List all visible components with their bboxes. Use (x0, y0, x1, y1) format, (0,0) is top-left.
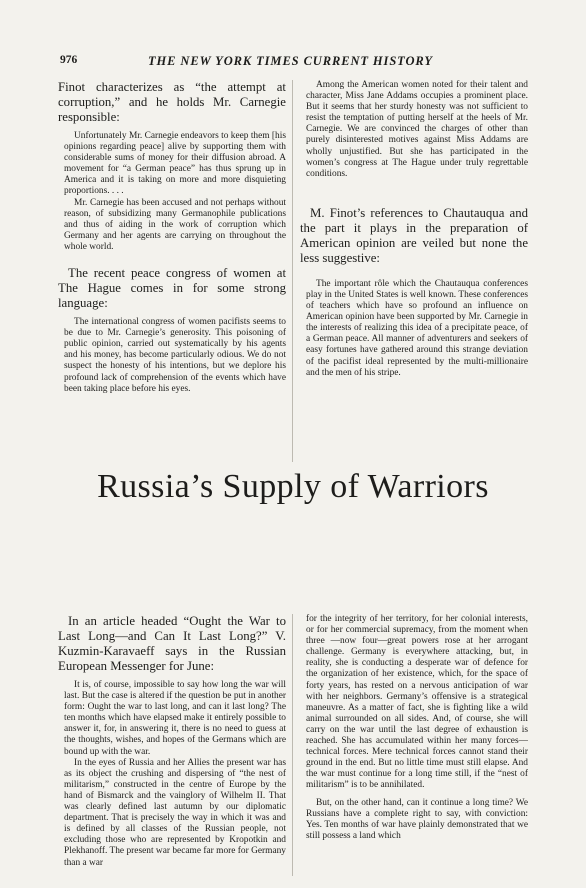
section-title: Russia’s Supply of Warriors (97, 468, 489, 505)
quoted-paragraph: In the eyes of Russia and her Allies the present war has as its object the crushing and dispersing of “the nest of militarism,” constructed in the centre of Europe by the hand of Bismarck and the vainglory of Wilhelm II. That was clearly defined last autumn by our diplomatic department. That is precisely the way in which it was and is defined by all classes of the Russian people, not excluding those who are represented by Kropotkin and Plekhanoff. The present war became far more for Germany than a war (64, 757, 286, 868)
quoted-paragraph: It is, of course, impossible to say how long the war will last. But the case is altered if the question be put in another form: Ought the war to last long, and can it last long? The ten months which have elapsed make it entirely possible to answer it, for, in answering it, there is no need to guess at the thoughts, wishes, and hopes of the Germans which are bound up with the war. (64, 680, 286, 757)
quoted-paragraph: Mr. Carnegie has been accused and not perhaps without reason, of subsidizing many Germanophile publications and thus of aiding in the work of corruption which Germany and her agents are carrying on throughout the whole world. (64, 197, 286, 252)
quoted-paragraph: But, on the other hand, can it continue a long time? We Russians have a complete right to say, with conviction: Yes. Ten months of war have plainly demonstrated that we still possess a land which (306, 797, 528, 841)
page-header (60, 54, 510, 70)
column-1 (58, 80, 286, 462)
running-title: THE NEW YORK TIMES CURRENT HISTORY (148, 54, 433, 68)
quoted-paragraph: The important rôle which the Chautauqua conferences play in the United States is well known. These conferences of teachers which have so profound an influence on American opinion have been supported by Mr. Carnegie in the interests of realizing this idea of a precipitate peace, of a German peace. All manner of adventurers and seekers of easy fortunes have gathered around this strange deviation of the pacifist ideal represented by the multi-millionaire and the men of his stripe. (306, 278, 528, 378)
quoted-paragraph: The international congress of women pacifists seems to be due to Mr. Carnegie’s generosity. This poisoning of public opinion, carried out systematically by his agents and his money, has become particularly odious. We do not suspect the honesty of his intentions, but we deplore his profound lack of comprehension of the events which have been taking place before his eyes. (64, 317, 286, 394)
page-number: 976 (60, 54, 78, 66)
column-divider-top (292, 80, 293, 462)
lead-paragraph: The recent peace congress of women at The Hague comes in for some strong language: (58, 266, 286, 311)
column-3 (58, 614, 286, 876)
column-divider-bottom (292, 614, 293, 876)
lead-paragraph: In an article headed “Ought the War to Last Long—and Can It Last Long?” V. Kuzmin-Karavaeff says in the Russian European Messenger for June: (58, 614, 286, 673)
quoted-paragraph: for the integrity of her territory, for her colonial interests, or for her commercial supremacy, from the moment when three —now four—great powers rose at her arrogant challenge. Germany is everywhere attacking, but, in reality, she is conducting a desperate war of defence for the organization of her existence, which, for the space of forty years, has rested on a nervous anticipation of war with her neighbors. Germany’s offensive is a strategical maneuvre. As a matter of fact, she is fighting like a wild animal surrounded on all sides. And, of course, she will carry on the war until the last degree of exhaustion is reached. She has accumulated within her many forces—technical forces. Mere technical forces cannot stand their ground in the end. But no little time must still elapse. And the war must continue for a long time still, if the “nest of militarism” is to be annihilated. (306, 614, 528, 791)
column-4 (300, 614, 528, 876)
quoted-paragraph: Unfortunately Mr. Carnegie endeavors to keep them [his opinions regarding peace] alive by supporting them with considerable sums of money for their diffusion abroad. A movement for “a German peace” has thus sprung up in America and it is taking on more and more disquieting proportions. . . . (64, 131, 286, 197)
column-2 (300, 80, 528, 462)
lead-paragraph: M. Finot’s references to Chautauqua and the part it plays in the preparation of American opinion are veiled but none the less suggestive: (300, 205, 528, 265)
quoted-paragraph: Among the American women noted for their talent and character, Miss Jane Addams occupies a prominent place. But it seems that her sturdy honesty was not sufficient to resist the temptation of putting herself at the heels of Mr. Carnegie. We are convinced the charges of other than purely disinterested motives against Miss Addams are wholly unjustified. But she has participated in the women’s congress at The Hague under truly regrettable conditions. (306, 80, 528, 179)
lead-paragraph: Finot characterizes as “the attempt at corruption,” and he holds Mr. Carnegie responsible: (58, 80, 286, 124)
